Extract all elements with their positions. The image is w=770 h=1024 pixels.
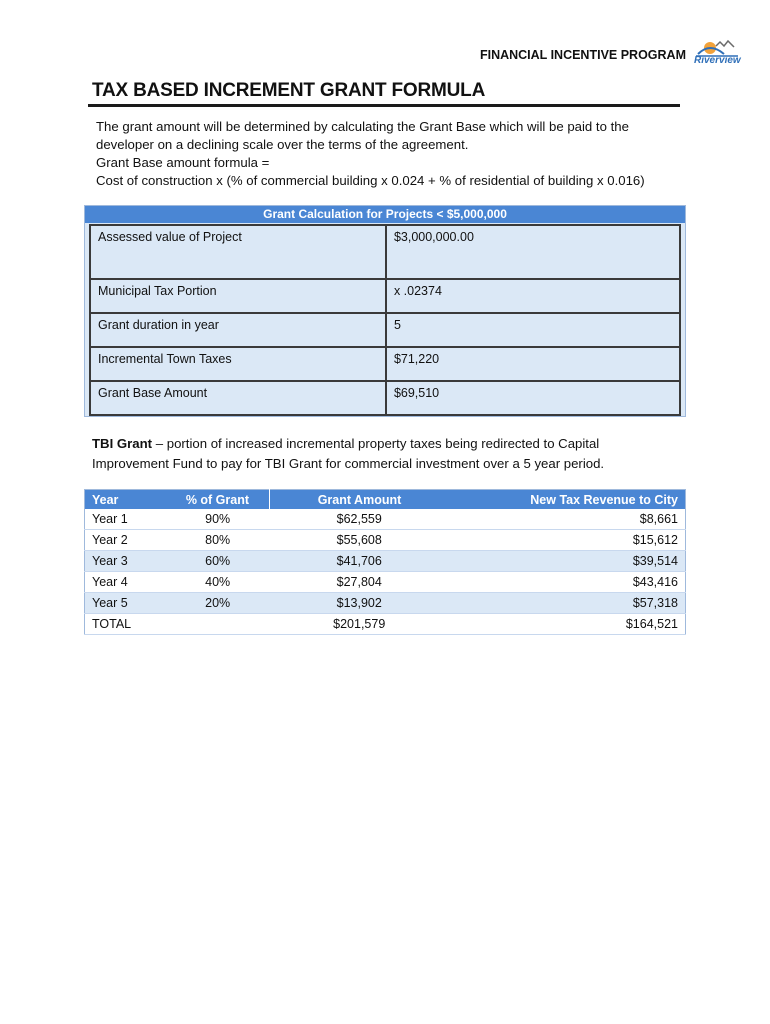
grant-calculation-table [89,224,681,416]
logo-text: Riverview [694,55,741,66]
intro-line: Cost of construction x (% of commercial building x 0.024 + % of residential of building x 0.016) [96,173,645,188]
cell-amount: $201,579 [270,614,449,635]
table-row [85,551,686,572]
cell-revenue: $8,661 [449,509,686,530]
cell-revenue: $43,416 [449,572,686,593]
cell-percent: 40% [166,572,270,593]
tbi-grant-description [92,434,692,474]
cell-revenue: $15,612 [449,530,686,551]
table-row [90,347,680,381]
calc-label: Grant Base Amount [90,381,386,415]
title-divider [88,104,680,107]
table-row [90,225,680,279]
intro-line: The grant amount will be determined by calculating the Grant Base which will be paid to the [96,119,629,134]
intro-line: developer on a declining scale over the terms of the agreement. [96,137,469,152]
tbi-term: TBI Grant [92,436,153,451]
cell-amount: $55,608 [270,530,449,551]
cell-amount: $41,706 [270,551,449,572]
cell-revenue: $164,521 [449,614,686,635]
cell-percent: 60% [166,551,270,572]
calc-value: $71,220 [386,347,680,381]
calc-value: $3,000,000.00 [386,225,680,279]
grant-schedule-table [84,489,686,635]
tbi-line [92,434,692,454]
intro-line: Grant Base amount formula = [96,155,270,170]
cell-amount: $13,902 [270,593,449,614]
calc-label: Municipal Tax Portion [90,279,386,313]
table-row [85,593,686,614]
calc-label: Assessed value of Project [90,225,386,279]
calc-value: x .02374 [386,279,680,313]
column-header: Grant Amount [270,490,449,510]
cell-year: Year 3 [85,551,166,572]
table-row-total [85,614,686,635]
calc-value: 5 [386,313,680,347]
intro-paragraph [96,118,696,190]
cell-revenue: $57,318 [449,593,686,614]
table-row [85,530,686,551]
cell-percent: 90% [166,509,270,530]
table-row [90,381,680,415]
grant-calculation-box [84,205,686,417]
cell-revenue: $39,514 [449,551,686,572]
table-row [90,279,680,313]
column-header: Year [85,490,166,510]
cell-percent: 20% [166,593,270,614]
cell-percent [166,614,270,635]
calc-label: Grant duration in year [90,313,386,347]
column-header: % of Grant [166,490,270,510]
page-title: TAX BASED INCREMENT GRANT FORMULA [92,80,486,101]
cell-amount: $27,804 [270,572,449,593]
cell-year: Year 2 [85,530,166,551]
cell-year: Year 5 [85,593,166,614]
cell-year: TOTAL [85,614,166,635]
table-row [85,572,686,593]
table-header-row [85,490,686,510]
table-row [90,313,680,347]
calc-label: Incremental Town Taxes [90,347,386,381]
calc-value: $69,510 [386,381,680,415]
column-header: New Tax Revenue to City [449,490,686,510]
riverview-logo [694,38,740,68]
cell-year: Year 1 [85,509,166,530]
table-row [85,509,686,530]
cell-amount: $62,559 [270,509,449,530]
grant-calculation-heading: Grant Calculation for Projects < $5,000,000 [85,206,685,223]
cell-percent: 80% [166,530,270,551]
tbi-text: – portion of increased incremental property taxes being redirected to Capital [152,436,600,451]
program-label: FINANCIAL INCENTIVE PROGRAM [479,48,686,62]
tbi-line: Improvement Fund to pay for TBI Grant for commercial investment over a 5 year period. [92,456,605,471]
cell-year: Year 4 [85,572,166,593]
